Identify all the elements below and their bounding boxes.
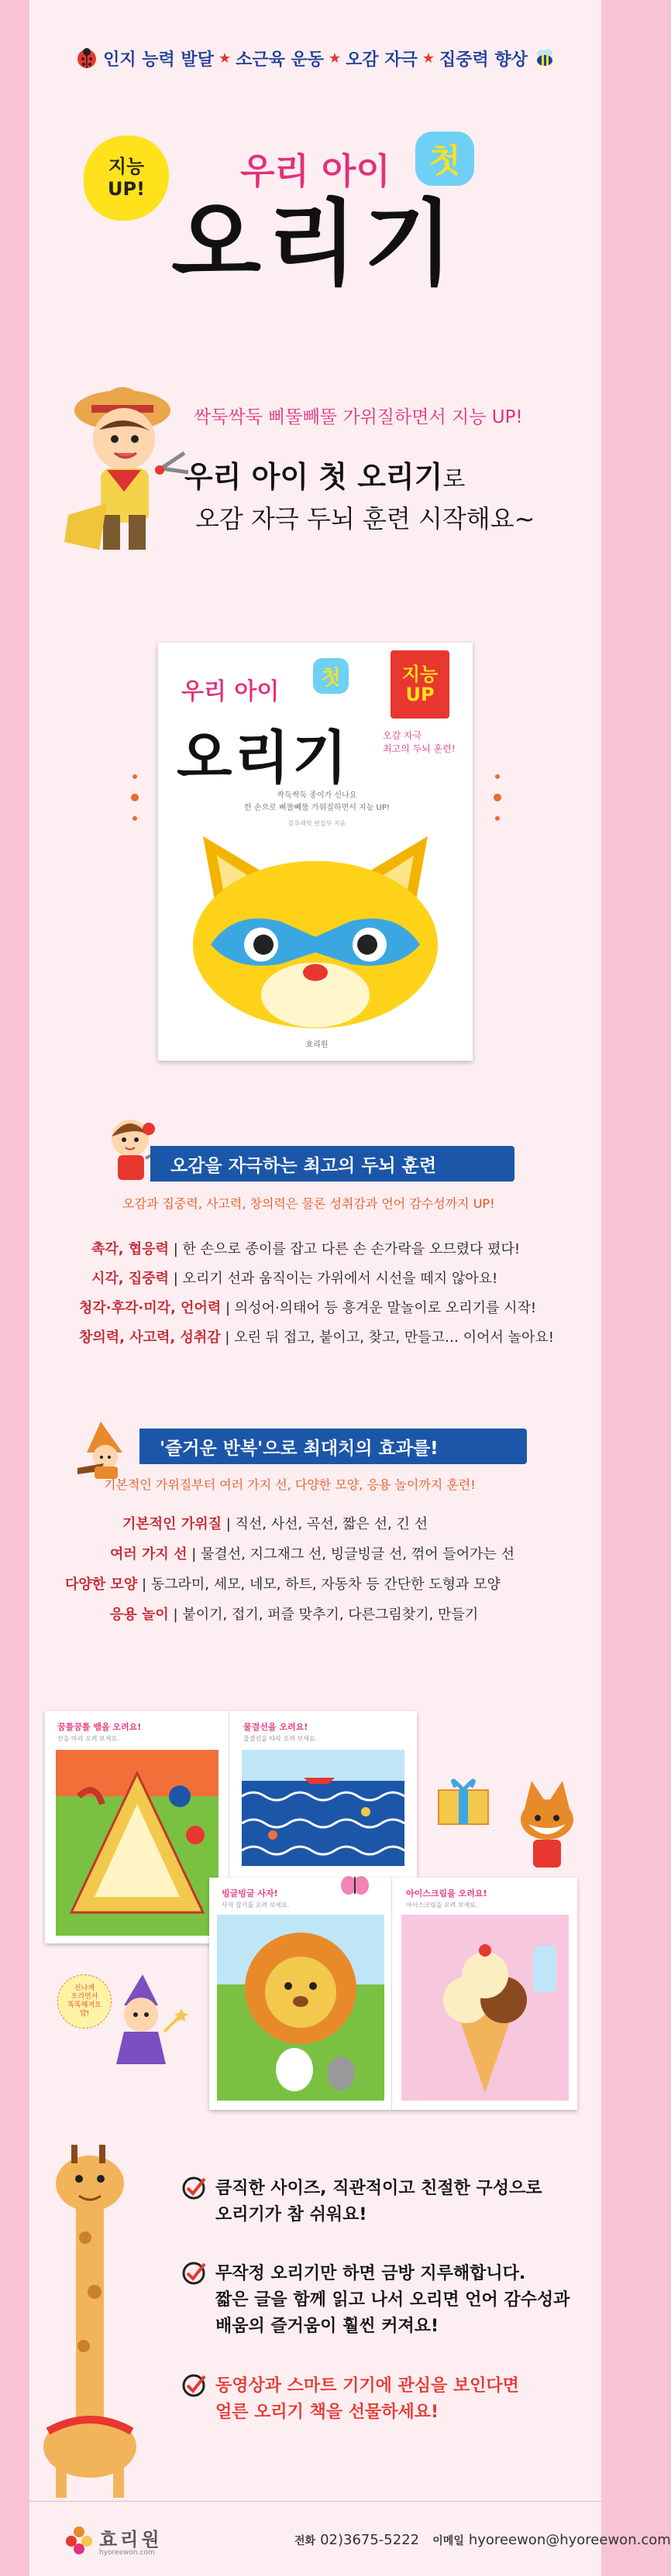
section-1-item: 시각, 집중력 | 오리기 선과 움직이는 가위에서 시선을 떼지 않아요! <box>91 1271 498 1287</box>
checklist-text: 동영상과 스마트 기기에 관심을 보인다면 얼른 오리기 책을 선물하세요! <box>215 2376 519 2423</box>
publisher-logo-name: 효리원 <box>99 2529 163 2550</box>
phone-label: 전화 <box>294 2535 316 2547</box>
checklist-item <box>181 2261 569 2340</box>
sample-page-desc: 물결선을 따라 오려 보세요. <box>243 1735 318 1742</box>
witch-girl-illustration <box>77 1417 147 1479</box>
tag-fine-motor: 소근육 운동 <box>236 50 325 70</box>
section-1-heading-bar <box>150 1146 514 1182</box>
boy-with-scissors-illustration <box>60 368 192 569</box>
phone-number: 02)3675-5222 <box>320 2532 420 2548</box>
checklist-item <box>181 2373 519 2426</box>
feature-tag-ribbon <box>29 31 601 85</box>
section-1-item: 청각·후각·미각, 언어력 | 의성어·의태어 등 흥겨운 말놀이로 오리기를 시작! <box>79 1300 537 1316</box>
sample-spread-2 <box>209 1878 577 2110</box>
intro-headline-bold: 우리 아이 첫 오리기 <box>184 460 443 494</box>
butterfly-icon <box>339 1874 370 1897</box>
intro-subline: 오감 자극 두뇌 훈련 시작해요~ <box>195 504 535 533</box>
cover-author: 블루래빗 편집부 지음 <box>287 820 346 827</box>
checklist-text: 무작정 오리기만 하면 금방 지루해합니다. 짧은 글을 함께 읽고 나서 오리면 언어 감수성과 배움의 즐거움이 훨씬 커져요! <box>215 2264 570 2337</box>
section-1-heading: 오감을 자극하는 최고의 두뇌 훈련 <box>170 1155 437 1176</box>
dot-divider-left <box>121 774 149 821</box>
sample-page-title: 꿈틀꿈틀 뱀을 오려요! <box>57 1722 142 1732</box>
giraffe-illustration <box>40 2137 141 2501</box>
cover-subtitle: 우리 아이 <box>181 678 280 705</box>
fairy-speech-text: 신나게 오리면서 똑똑해져요 얍! <box>67 1984 102 2018</box>
icecream-illustration <box>401 1915 569 2101</box>
cover-title: 오리기 <box>177 725 350 791</box>
checklist-text: 큼직한 사이즈, 직관적이고 친절한 구성으로 오리기가 참 쉬워요! <box>215 2179 542 2225</box>
tag-focus: 집중력 향상 <box>439 50 528 70</box>
raccoon-face-illustration <box>188 836 443 1030</box>
section-1-item: 창의력, 사고력, 성취감 | 오린 뒤 접고, 붙이고, 찾고, 만들고… 이어서 놀아요! <box>79 1329 555 1346</box>
book-cover <box>158 643 473 1061</box>
contact-info <box>294 2532 671 2548</box>
dot-divider-right <box>483 774 511 821</box>
check-icon <box>181 2176 206 2200</box>
sample-page-desc: 아이스크림을 오려 보세요. <box>406 1902 478 1909</box>
section-2-item: 여러 가지 선 | 물결선, 지그재그 선, 빙글빙글 선, 꺾어 들어가는 선 <box>110 1546 514 1562</box>
check-icon <box>181 2261 206 2286</box>
star-icon: ★ <box>422 50 435 67</box>
cover-tagline: 오감 자극 최고의 두뇌 훈련! <box>383 730 456 754</box>
intro-tagline: 싹둑싹둑 삐뚤빼뚤 가위질하면서 지능 UP! <box>194 407 523 427</box>
bee-icon <box>532 46 556 70</box>
gift-box-illustration <box>432 1773 494 1827</box>
cover-publisher: 효리원 <box>305 1041 329 1049</box>
sample-page-title: 아이스크림을 오려요! <box>406 1888 487 1899</box>
sample-page-snake <box>45 1711 229 1943</box>
checklist-item <box>181 2176 542 2228</box>
publisher-logo-icon <box>64 2524 95 2555</box>
fox-illustration <box>508 1781 586 1874</box>
star-icon: ★ <box>218 50 232 67</box>
section-2-heading-bar <box>139 1429 527 1464</box>
sample-page-title: 물결선을 오려요! <box>243 1722 308 1732</box>
iq-up-label: 지능 UP! <box>107 156 146 200</box>
fairy-girl-illustration <box>101 1974 186 2067</box>
book-title: 오리기 <box>171 190 459 298</box>
section-1-note: 오감과 집중력, 사고력, 창의력은 물론 성취감과 언어 감수성까지 UP! <box>122 1196 495 1211</box>
intro-headline <box>184 453 465 496</box>
section-2-heading: '즐거운 반복'으로 최대치의 효과를! <box>160 1438 439 1459</box>
sample-page-desc: 선을 따라 오려 보세요. <box>57 1735 119 1742</box>
first-badge: 첫 <box>415 132 474 186</box>
sea-wave-illustration <box>242 1750 404 1866</box>
email-label: 이메일 <box>432 2535 464 2547</box>
book-subtitle: 우리 아이 <box>240 150 391 192</box>
lion-illustration <box>217 1915 384 2101</box>
cover-first-badge: 첫 <box>313 658 349 694</box>
sample-page-icecream <box>394 1878 577 2110</box>
tag-senses: 오감 자극 <box>346 50 418 70</box>
tag-cognitive: 인지 능력 발달 <box>103 50 214 70</box>
detail-page <box>29 0 671 2576</box>
section-2-note: 기본적인 가위질부터 여러 가지 선, 다양한 모양, 응용 놀이까지 훈련! <box>104 1477 476 1492</box>
intro-headline-tail: 로 <box>442 466 466 493</box>
sample-page-desc: 사자 갈기를 오려 보세요. <box>222 1902 290 1909</box>
sample-page-title: 빙글빙글 사자! <box>222 1888 278 1899</box>
section-2-item: 기본적인 가위질 | 직선, 사선, 곡선, 짧은 선, 긴 선 <box>122 1516 428 1532</box>
section-2-item: 응용 놀이 | 붙이기, 접기, 퍼즐 맞추기, 다른그림찾기, 만들기 <box>110 1607 479 1623</box>
star-icon: ★ <box>329 50 342 67</box>
snake-maze-illustration <box>56 1750 219 1936</box>
sample-page-lion <box>209 1878 392 2110</box>
section-1-item: 촉각, 협응력 | 한 손으로 종이를 잡고 다른 손 손가락을 오므렸다 폈다! <box>91 1241 521 1257</box>
check-icon <box>181 2373 206 2398</box>
publisher-website: hyoreewon.com <box>99 2549 155 2557</box>
cover-description: 싹둑싹둑 종이가 신나요 한 손으로 삐뚤빼뚤 가위질하면서 지능 UP! <box>244 791 390 812</box>
cover-iq-up-label: 지능 UP <box>401 663 439 705</box>
section-2-item: 다양한 모양 | 동그라미, 세모, 네모, 하트, 자동차 등 간단한 도형과 모양 <box>65 1576 501 1593</box>
email-address[interactable]: hyoreewon@hyoreewon.com <box>468 2532 671 2548</box>
ladybug-icon <box>75 46 98 70</box>
cover-iq-up-badge <box>391 650 449 719</box>
